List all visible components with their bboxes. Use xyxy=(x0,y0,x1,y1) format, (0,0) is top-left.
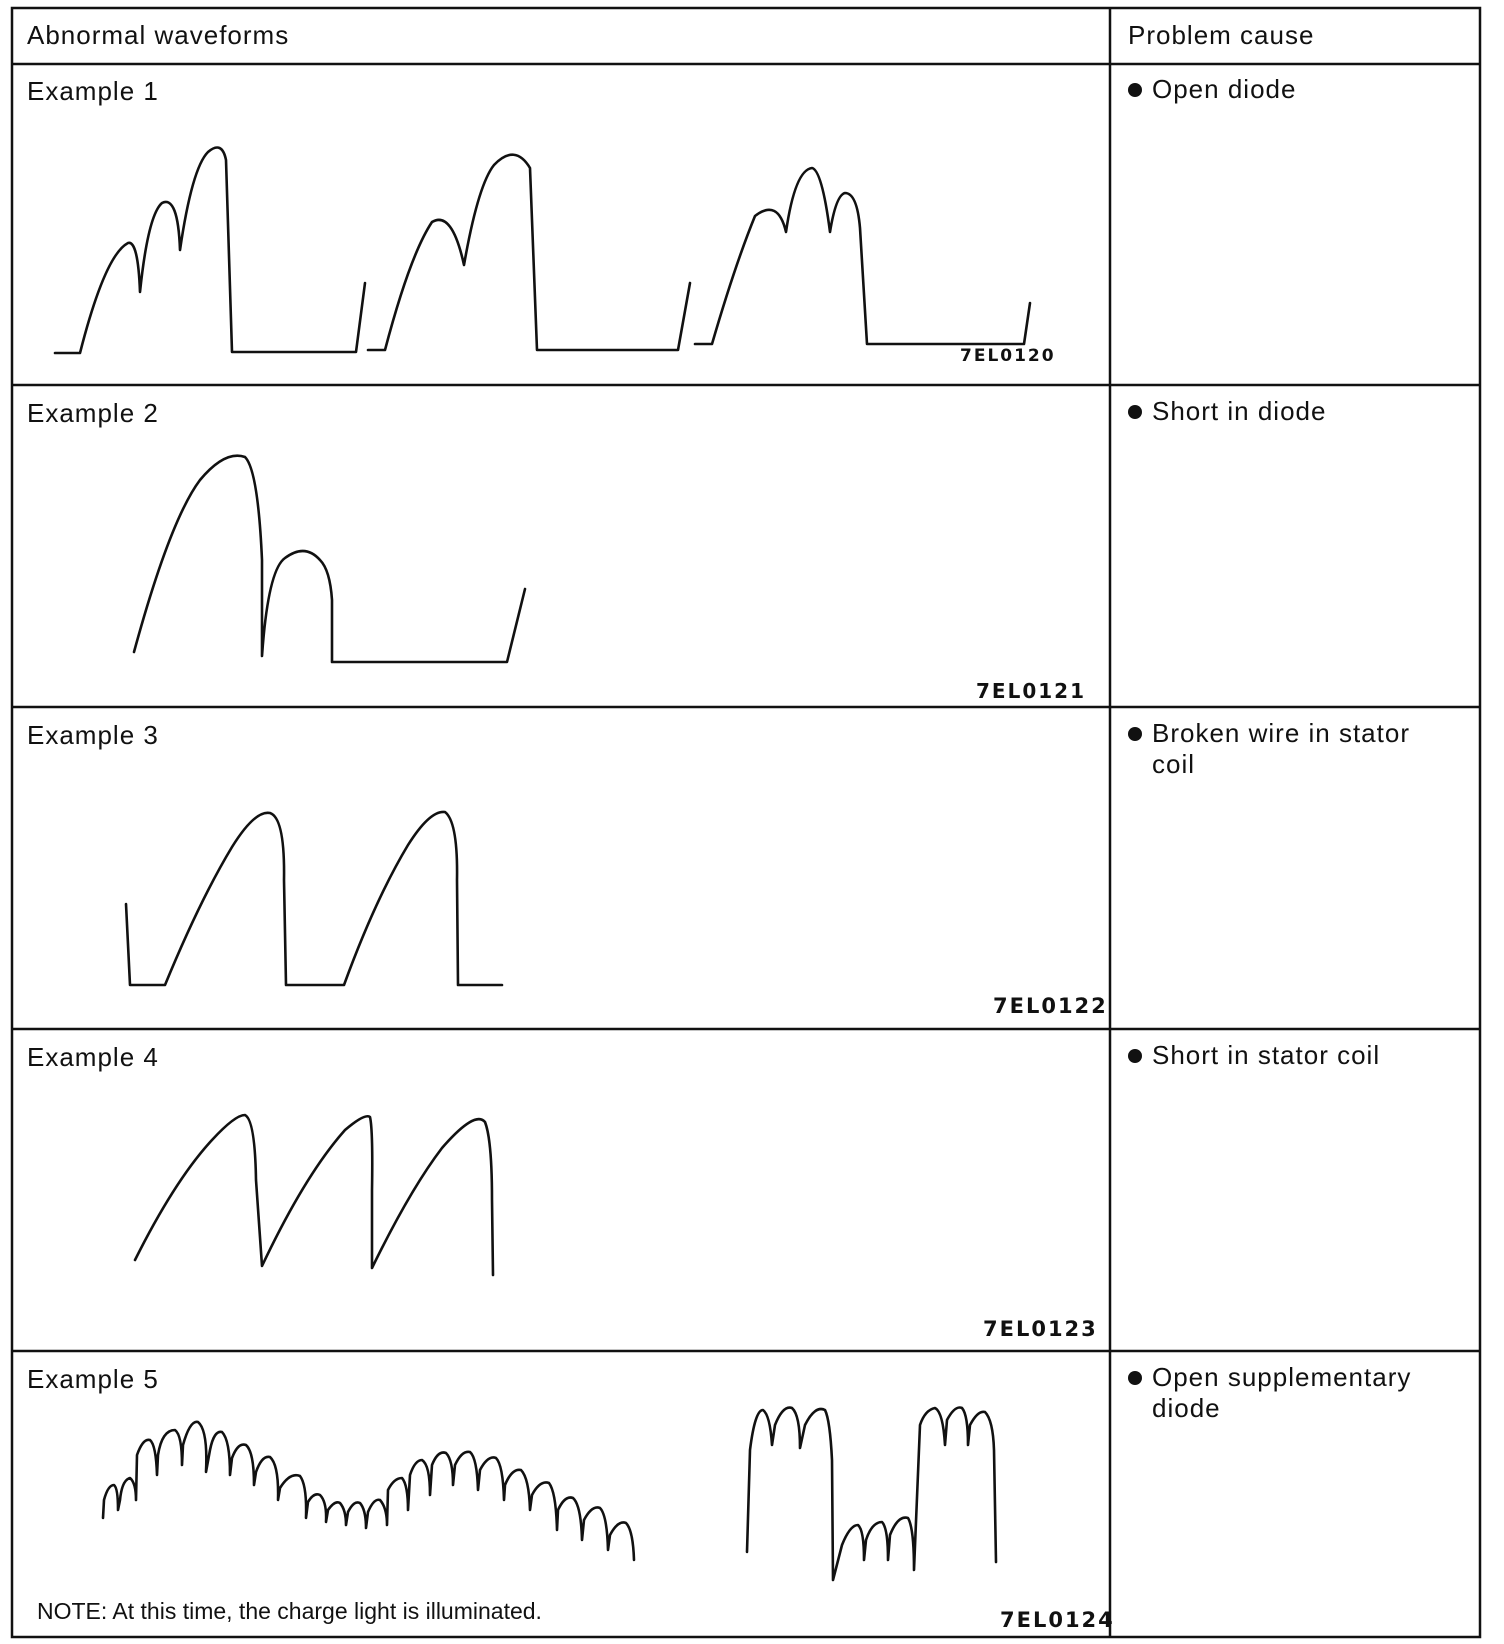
cause-example-2 xyxy=(1128,396,1468,427)
cause-example-3 xyxy=(1128,718,1468,780)
example-3-label: Example 3 xyxy=(27,720,159,750)
figure-code-2: 7EL0121 xyxy=(976,679,1086,703)
figure-code-3: 7EL0122 xyxy=(993,994,1108,1018)
cause-example-3-text: Broken wire in stator coil xyxy=(1152,718,1410,779)
cause-example-1-text: Open diode xyxy=(1152,74,1297,104)
note-text: NOTE: At this time, the charge light is illuminated. xyxy=(37,1598,542,1624)
header-abnormal-waveforms: Abnormal waveforms xyxy=(27,20,290,50)
example-2-label: Example 2 xyxy=(27,398,159,428)
cause-example-5-text: Open supplementary diode xyxy=(1152,1362,1412,1423)
cause-example-4-text: Short in stator coil xyxy=(1152,1040,1381,1070)
example-1-label: Example 1 xyxy=(27,76,159,106)
waveform-example-5-right xyxy=(747,1408,996,1581)
waveform-example-1 xyxy=(55,148,1030,354)
waveform-example-2 xyxy=(134,456,525,662)
bullet-icon xyxy=(1128,1371,1142,1385)
bullet-icon xyxy=(1128,405,1142,419)
cause-example-4 xyxy=(1128,1040,1468,1071)
cause-example-5 xyxy=(1128,1362,1468,1424)
example-5-label: Example 5 xyxy=(27,1364,159,1394)
example-4-label: Example 4 xyxy=(27,1042,159,1072)
bullet-icon xyxy=(1128,1049,1142,1063)
waveform-example-4 xyxy=(135,1115,493,1275)
figure-code-1: 7EL0120 xyxy=(960,346,1056,366)
waveform-example-3 xyxy=(126,812,502,985)
cause-example-2-text: Short in diode xyxy=(1152,396,1327,426)
figure-code-5: 7EL0124 xyxy=(1000,1608,1115,1632)
figure-code-4: 7EL0123 xyxy=(983,1317,1098,1341)
cause-example-1 xyxy=(1128,74,1468,105)
waveform-example-5-left xyxy=(103,1422,634,1560)
bullet-icon xyxy=(1128,83,1142,97)
header-problem-cause: Problem cause xyxy=(1128,20,1315,50)
bullet-icon xyxy=(1128,727,1142,741)
